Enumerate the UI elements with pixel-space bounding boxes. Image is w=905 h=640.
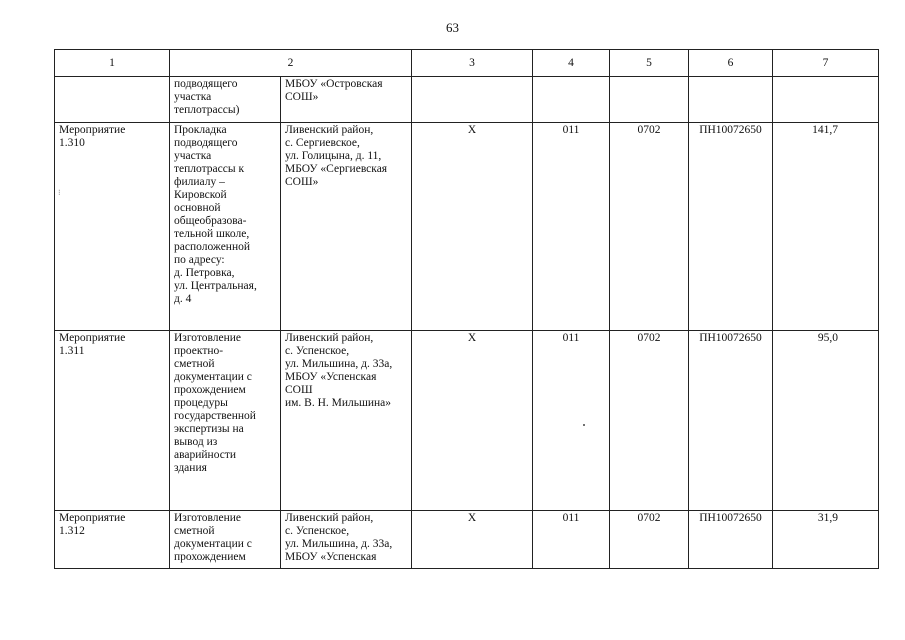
address-cell: Ливенский район, с. Сергиевское, ул. Голицына, д. 11, МБОУ «Сергиевская СОШ» bbox=[281, 123, 412, 331]
col6-cell bbox=[689, 77, 773, 123]
column-header-2: 2 bbox=[170, 50, 412, 77]
table-row bbox=[55, 331, 879, 511]
col5-cell bbox=[610, 77, 689, 123]
col7-cell: 141,7 bbox=[773, 123, 879, 331]
address-cell: МБОУ «Островская СОШ» bbox=[281, 77, 412, 123]
col6-cell: ПН10072650 bbox=[689, 123, 773, 331]
col3-cell: Х bbox=[412, 331, 533, 511]
col3-cell: Х bbox=[412, 123, 533, 331]
column-header-4: 4 bbox=[533, 50, 610, 77]
col5-cell: 0702 bbox=[610, 123, 689, 331]
description-cell: подводящего участка теплотрассы) bbox=[170, 77, 281, 123]
table-row bbox=[55, 77, 879, 123]
col3-cell: Х bbox=[412, 511, 533, 569]
event-cell: Мероприятие 1.310 bbox=[55, 123, 170, 331]
col4-cell: 011 bbox=[533, 123, 610, 331]
col7-cell bbox=[773, 77, 879, 123]
budget-table bbox=[54, 49, 879, 569]
page-number: 63 bbox=[446, 20, 459, 35]
column-header-5: 5 bbox=[610, 50, 689, 77]
event-cell: Мероприятие 1.312 bbox=[55, 511, 170, 569]
header-row bbox=[55, 50, 879, 77]
table-row bbox=[55, 511, 879, 569]
margin-mark: ⁝ bbox=[58, 188, 61, 197]
address-cell: Ливенский район, с. Успенское, ул. Мильшина, д. 33а, МБОУ «Успенская bbox=[281, 511, 412, 569]
column-header-3: 3 bbox=[412, 50, 533, 77]
col4-cell: 011 bbox=[533, 331, 610, 511]
col5-cell: 0702 bbox=[610, 331, 689, 511]
description-cell: Прокладка подводящего участка теплотрассы к филиалу – Кировской основной общеобразова- тельной школе, расположенной по адресу: д. Петровка, ул. Центральная, д. 4 bbox=[170, 123, 281, 331]
col6-cell: ПН10072650 bbox=[689, 331, 773, 511]
column-header-7: 7 bbox=[773, 50, 879, 77]
col5-cell: 0702 bbox=[610, 511, 689, 569]
col7-cell: 31,9 bbox=[773, 511, 879, 569]
col6-cell: ПН10072650 bbox=[689, 511, 773, 569]
event-cell bbox=[55, 77, 170, 123]
event-cell: Мероприятие 1.311 bbox=[55, 331, 170, 511]
description-cell: Изготовление сметной документации с прохождением bbox=[170, 511, 281, 569]
table-row bbox=[55, 123, 879, 331]
col4-cell bbox=[533, 77, 610, 123]
description-cell: Изготовление проектно- сметной документации с прохождением процедуры государственной экспертизы на вывод из аварийности здания bbox=[170, 331, 281, 511]
address-cell: Ливенский район, с. Успенское, ул. Мильшина, д. 33а, МБОУ «Успенская СОШ им. В. Н. Мильшина» bbox=[281, 331, 412, 511]
col4-cell: 011 bbox=[533, 511, 610, 569]
column-header-6: 6 bbox=[689, 50, 773, 77]
column-header-1: 1 bbox=[55, 50, 170, 77]
col7-cell: 95,0 bbox=[773, 331, 879, 511]
col3-cell bbox=[412, 77, 533, 123]
